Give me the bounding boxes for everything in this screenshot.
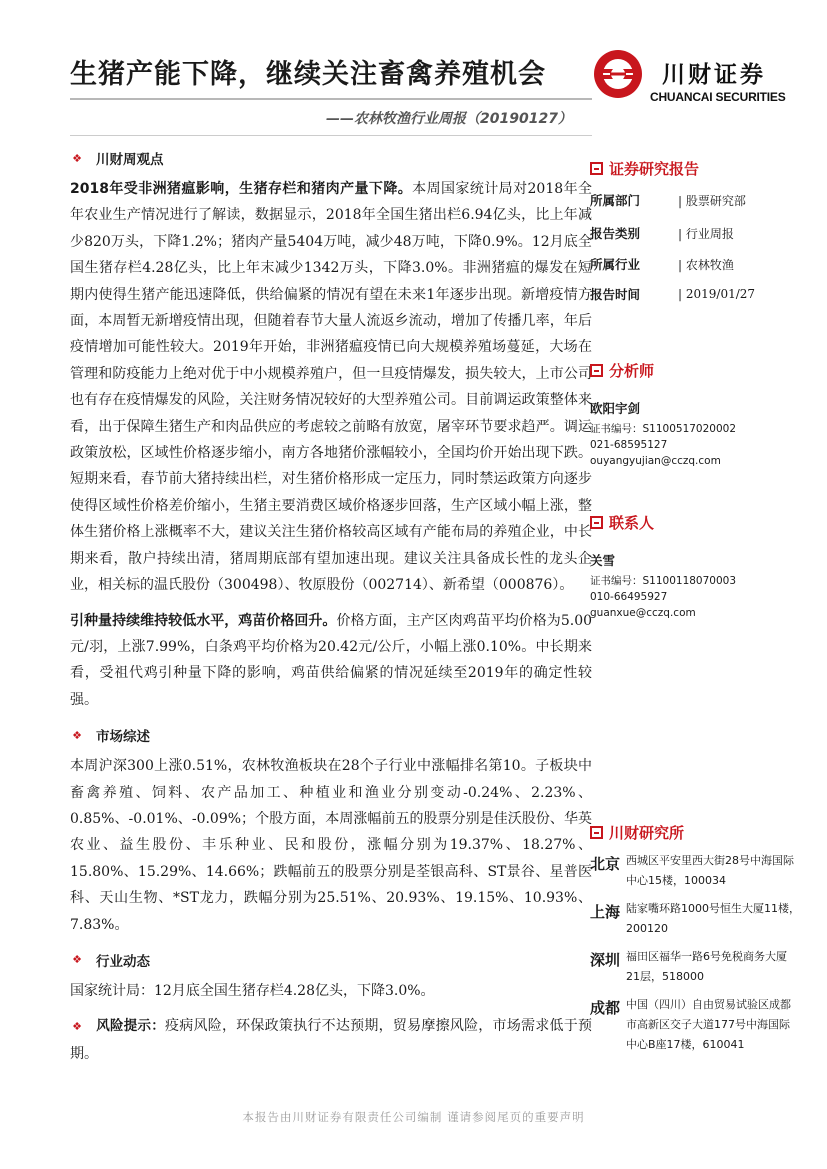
red-square-icon: [590, 516, 603, 529]
paragraph: [70, 176, 592, 599]
company-logo: [592, 48, 792, 108]
paragraph-text: 国家统计局：12月底全国生猪存栏4.28亿头，下降3.0%。: [70, 982, 435, 999]
info-value: | 股票研究部: [678, 193, 746, 208]
analyst-heading: 分析师: [590, 360, 800, 381]
analyst-name: 欧阳宇剑: [590, 401, 641, 416]
info-row: [590, 251, 800, 277]
red-square-icon: [590, 162, 603, 175]
info-value: | 农林牧渔: [678, 257, 734, 272]
title-rule: [70, 98, 592, 100]
report-subtitle: ——农林牧渔行业周报（20190127）: [326, 111, 572, 127]
subtitle-rule: [70, 135, 592, 136]
section-title: 川财周观点: [96, 152, 164, 168]
risk-text: 疫病风险，环保政策执行不达预期，贸易摩擦风险，市场需求低于预期。: [70, 1018, 593, 1062]
city-name: 深圳: [590, 951, 621, 969]
info-key: 报告类别: [590, 226, 641, 241]
logo-name-cn: 川财证券: [662, 62, 766, 88]
office-beijing: [590, 851, 800, 891]
contact-panel: [590, 512, 800, 621]
chuancai-logo-icon: [592, 48, 644, 100]
main-column: [70, 140, 592, 1067]
info-row: [590, 220, 800, 246]
logo-name-en: CHUANCAI SECURITIES: [650, 90, 786, 104]
info-row: [590, 281, 800, 307]
city-name: 成都: [590, 999, 621, 1017]
city-address: 西城区平安里西大街28号中海国际中心15楼，100034: [626, 854, 794, 887]
diamond-bullet-icon: ❖: [72, 728, 82, 742]
contact-email[interactable]: guanxue@cczq.com: [590, 607, 696, 619]
report-info-heading: 证券研究报告: [590, 158, 800, 179]
diamond-bullet-icon: ❖: [72, 151, 82, 165]
paragraph-text: 本周沪深300上涨0.51%，农林牧渔板块在28个子行业中涨幅排名第10。子板块中畜禽养殖、饲料、农产品加工、种植业和渔业分别变动-0.24%、2.23%、0.85%、-0.01%、-0.09%；个股方面，本周涨幅前五的股票分别是佳沃股份、华英农业、益生股份、丰乐种业、民和股份，涨幅分别为19.37%、18.27%、15.80%、15.29%、14.66%；跌幅前五的股票分别是荃银高科、ST景谷、星普医科、天山生物、*ST龙力，跌幅分别为25.51%、20.93%、19.15%、10.93%、7.83%。: [70, 758, 592, 933]
report-title: 生猪产能下降，继续关注畜禽养殖机会: [70, 59, 546, 90]
institute-panel: [590, 822, 800, 1063]
contact-cert: 证书编号：S1100118070003: [590, 575, 737, 587]
paragraph-lead: 引种量持续维持较低水平，鸡苗价格回升。: [70, 612, 337, 629]
page-footer: 本报告由川财证券有限责任公司编制 谨请参阅尾页的重要声明: [242, 1110, 585, 1124]
analyst-panel: [590, 360, 800, 469]
contact-heading: 联系人: [590, 512, 800, 533]
paragraph: [70, 978, 592, 1004]
office-shanghai: [590, 899, 800, 939]
analyst-email[interactable]: ouyangyujian@cczq.com: [590, 455, 721, 467]
diamond-bullet-icon: ❖: [72, 953, 82, 967]
paragraph-text: 本周国家统计局对2018年全年农业生产情况进行了解读，数据显示，2018年全国生猪出栏6.94亿头，比上年减少820万头，下降1.2%；猪肉产量5404万吨，减少48万吨，下降0.9%。12月底全国生猪存栏4.28亿头，比上年末减少1342万头，下降3.0%。非洲猪瘟的爆发在短期内使得生猪产能迅速降低，供给偏紧的情况有望在未来1年逐步出现。新增疫情方面，本周暂无新增疫情出现，但随着春节大量人流返乡流动，增加了传播几率，年后疫情增加可能性较大。2019年开始，非洲猪瘟疫情已向大规模养殖场蔓延，大场在管理和防疫能力上绝对优于中小规模养殖户，但一旦疫情爆发，损失较大，上市公司也有存在疫情爆发的风险，关注财务情况较好的大型养殖公司。目前调运政策整体来看，出于保障生猪生产和肉品供应的考虑较之前略有放宽，屠宰环节要求趋严。调运政策放松，区域性价格逐步缩小，南方各地猪价涨幅较小，全国均价开始出现下跌。短期来看，春节前大猪持续出栏，对生猪价格形成一定压力，同时禁运政策方向逐步使得区域性价格差价缩小，生猪主要消费区域价格逐步回落，生产区域小幅上涨，整体生猪价格上涨概率不大，建议关注生猪价格较高区域有产能布局的养殖企业，中长期来看，散户持续出清，猪周期底部有望加速出现。建议关注具备成长性的龙头企业，相关标的温氏股份（300498）、牧原股份（002714）、新希望（000876）。: [70, 181, 592, 594]
city-address: 中国（四川）自由贸易试验区成都市高新区交子大道177号中海国际中心B座17楼，610041: [626, 998, 791, 1051]
contact-phone: 010-66495927: [590, 591, 668, 603]
office-shenzhen: [590, 947, 800, 987]
contact-name: 关雪: [590, 553, 616, 568]
section-heading: [70, 717, 592, 753]
info-key: 所属行业: [590, 257, 641, 272]
red-square-icon: [590, 826, 603, 839]
office-chengdu: [590, 995, 800, 1055]
report-info-panel: [590, 158, 800, 307]
info-key: 报告时间: [590, 287, 641, 302]
risk-label: 风险提示：: [96, 1018, 165, 1035]
risk-warning: [70, 1013, 592, 1067]
city-address: 福田区福华一路6号免税商务大厦21层，518000: [626, 950, 787, 983]
analyst-phone: 021-68595127: [590, 439, 668, 451]
section-title: 市场综述: [96, 729, 150, 746]
info-key: 所属部门: [590, 193, 641, 208]
red-square-icon: [590, 364, 603, 377]
city-address: 陆家嘴环路1000号恒生大厦11楼，200120: [626, 902, 800, 935]
paragraph: [70, 753, 592, 938]
section-heading: [70, 942, 592, 978]
paragraph: [70, 608, 592, 714]
paragraph-text: 价格方面，主产区肉鸡苗平均价格为5.00元/羽，上涨7.99%，白条鸡平均价格为20.42元/公斤，小幅上涨0.10%。中长期来看，受祖代鸡引种量下降的影响，鸡苗供给偏紧的情况延续至2019年的确定性较强。: [70, 612, 593, 708]
section-title: 行业动态: [96, 953, 150, 970]
info-row: [590, 187, 800, 213]
info-value: | 行业周报: [678, 226, 734, 241]
paragraph-lead: 2018年受非洲猪瘟影响，生猪存栏和猪肉产量下降。: [70, 181, 413, 197]
section-heading: [70, 140, 592, 176]
diamond-bullet-icon: ❖: [72, 1020, 82, 1034]
city-name: 北京: [590, 855, 621, 873]
info-value: | 2019/01/27: [678, 287, 756, 301]
institute-heading: 川财研究所: [590, 822, 800, 843]
analyst-cert: 证书编号：S1100517020002: [590, 423, 737, 435]
city-name: 上海: [590, 903, 621, 921]
